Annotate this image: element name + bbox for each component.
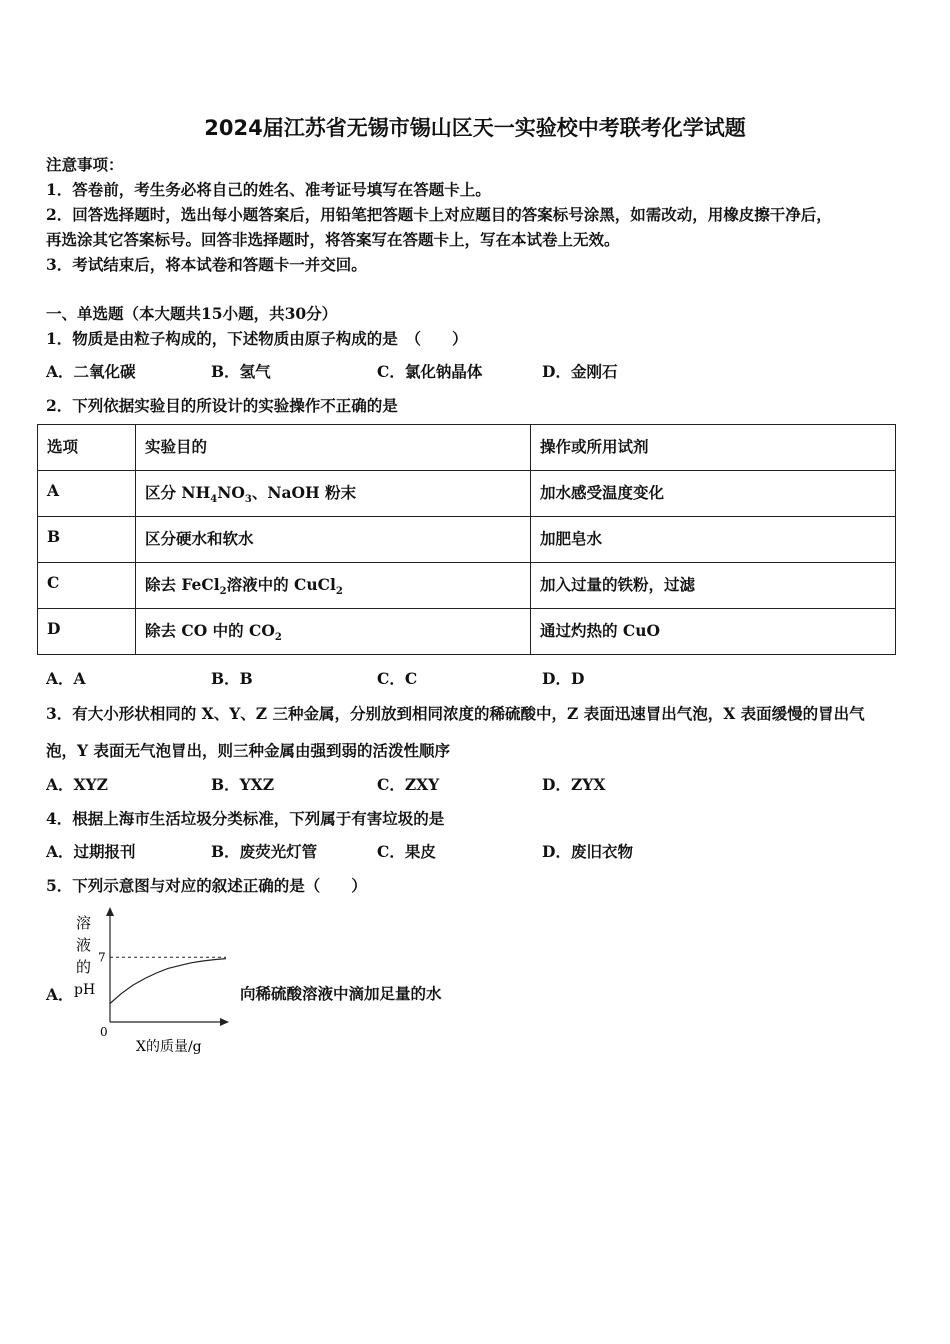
row-goal: 除去 FeCl$_2$溶液中的 CuCl$_2$ [136,563,531,609]
q3-option-c: C．ZXY [377,775,440,794]
q4-option-c: C．果皮 [377,842,436,861]
ph-curve [110,959,226,1004]
y-label-ph: pH [74,982,96,998]
q2-option-a: A．A [46,669,86,688]
y-axis-arrow-icon [106,907,114,916]
q1-option-d: D．金刚石 [542,362,618,381]
section-heading: 一、单选题（本大题共15小题，共30分） [46,304,338,323]
row-option: A [38,471,136,517]
header-operation: 操作或所用试剂 [531,425,896,471]
q1-option-c: C．氯化钠晶体 [377,362,483,381]
q3-stem-2: 泡，Y 表面无气泡冒出，则三种金属由强到弱的活泼性顺序 [46,741,450,760]
origin-label: 0 [100,1025,108,1039]
y-label-char: 溶 [76,914,92,932]
notice-item-2-cont: 再选涂其它答案标号。回答非选择题时，将答案写在答题卡上，写在本试卷上无效。 [46,230,620,249]
row-goal: 区分 $NH_4NO_3$、NaOH 粉末 [136,471,531,517]
y-label-char: 液 [76,936,92,954]
q1-option-b: B．氢气 [211,362,271,381]
row-operation: 加水感受温度变化 [531,471,896,517]
q4-option-b: B．废荧光灯管 [211,842,318,861]
q1-option-a: A．二氧化碳 [46,362,136,381]
q2-option-d: D．D [542,669,585,688]
header-option: 选项 [38,425,136,471]
table-row [38,609,896,655]
row-goal: 除去 CO 中的 $CO_2$ [136,609,531,655]
notice-heading: 注意事项： [46,155,124,174]
row-option: D [38,609,136,655]
q1-stem: 1．物质是由粒子构成的，下述物质由原子构成的是 （ ） [46,329,468,348]
q2-option-c: C．C [377,669,418,688]
y-tick-7: 7 [98,950,106,965]
row-operation: 通过灼热的 CuO [531,609,896,655]
table-row [38,517,896,563]
q4-option-a: A．过期报刊 [46,842,136,861]
table-row [38,471,896,517]
q4-stem: 4．根据上海市生活垃圾分类标准，下列属于有害垃圾的是 [46,809,445,828]
exam-title: 2024届江苏省无锡市锡山区天一实验校中考联考化学试题 [204,116,746,140]
row-option: C [38,563,136,609]
table-header-row [38,425,896,471]
q3-stem-1: 3．有大小形状相同的 X、Y、Z 三种金属，分别放到相同浓度的稀硫酸中，Z 表面迅速冒出气泡，X 表面缓慢的冒出气 [46,704,865,723]
q3-option-b: B．YXZ [211,775,275,794]
row-operation: 加入过量的铁粉，过滤 [531,563,896,609]
table-row [38,563,896,609]
header-goal: 实验目的 [136,425,531,471]
ph-chart-svg [46,905,246,1065]
x-axis-arrow-icon [220,1018,229,1026]
notice-item-1: 1．答卷前，考生务必将自己的姓名、准考证号填写在答题卡上。 [46,180,491,199]
row-operation: 加肥皂水 [531,517,896,563]
q3-option-a: A．XYZ [46,775,108,794]
y-label-char: 的 [76,958,92,976]
q5-stem: 5．下列示意图与对应的叙述正确的是（ ） [46,876,367,895]
q5-option-a-label: A． [46,985,74,1004]
q2-stem: 2．下列依据实验目的所设计的实验操作不正确的是 [46,396,398,415]
row-option: B [38,517,136,563]
q2-option-b: B．B [211,669,253,688]
q3-option-d: D．ZYX [542,775,606,794]
experiment-table [37,424,896,655]
notice-item-3: 3．考试结束后，将本试卷和答题卡一并交回。 [46,255,367,274]
ph-chart [46,905,246,1069]
q4-option-d: D．废旧衣物 [542,842,633,861]
x-axis-label: X的质量/g [136,1039,202,1055]
notice-item-2: 2．回答选择题时，选出每小题答案后，用铅笔把答题卡上对应题目的答案标号涂黑，如需改动，用橡皮擦干净后， [46,205,832,224]
q5-option-a-description: 向稀硫酸溶液中滴加足量的水 [240,984,442,1003]
row-goal: 区分硬水和软水 [136,517,531,563]
